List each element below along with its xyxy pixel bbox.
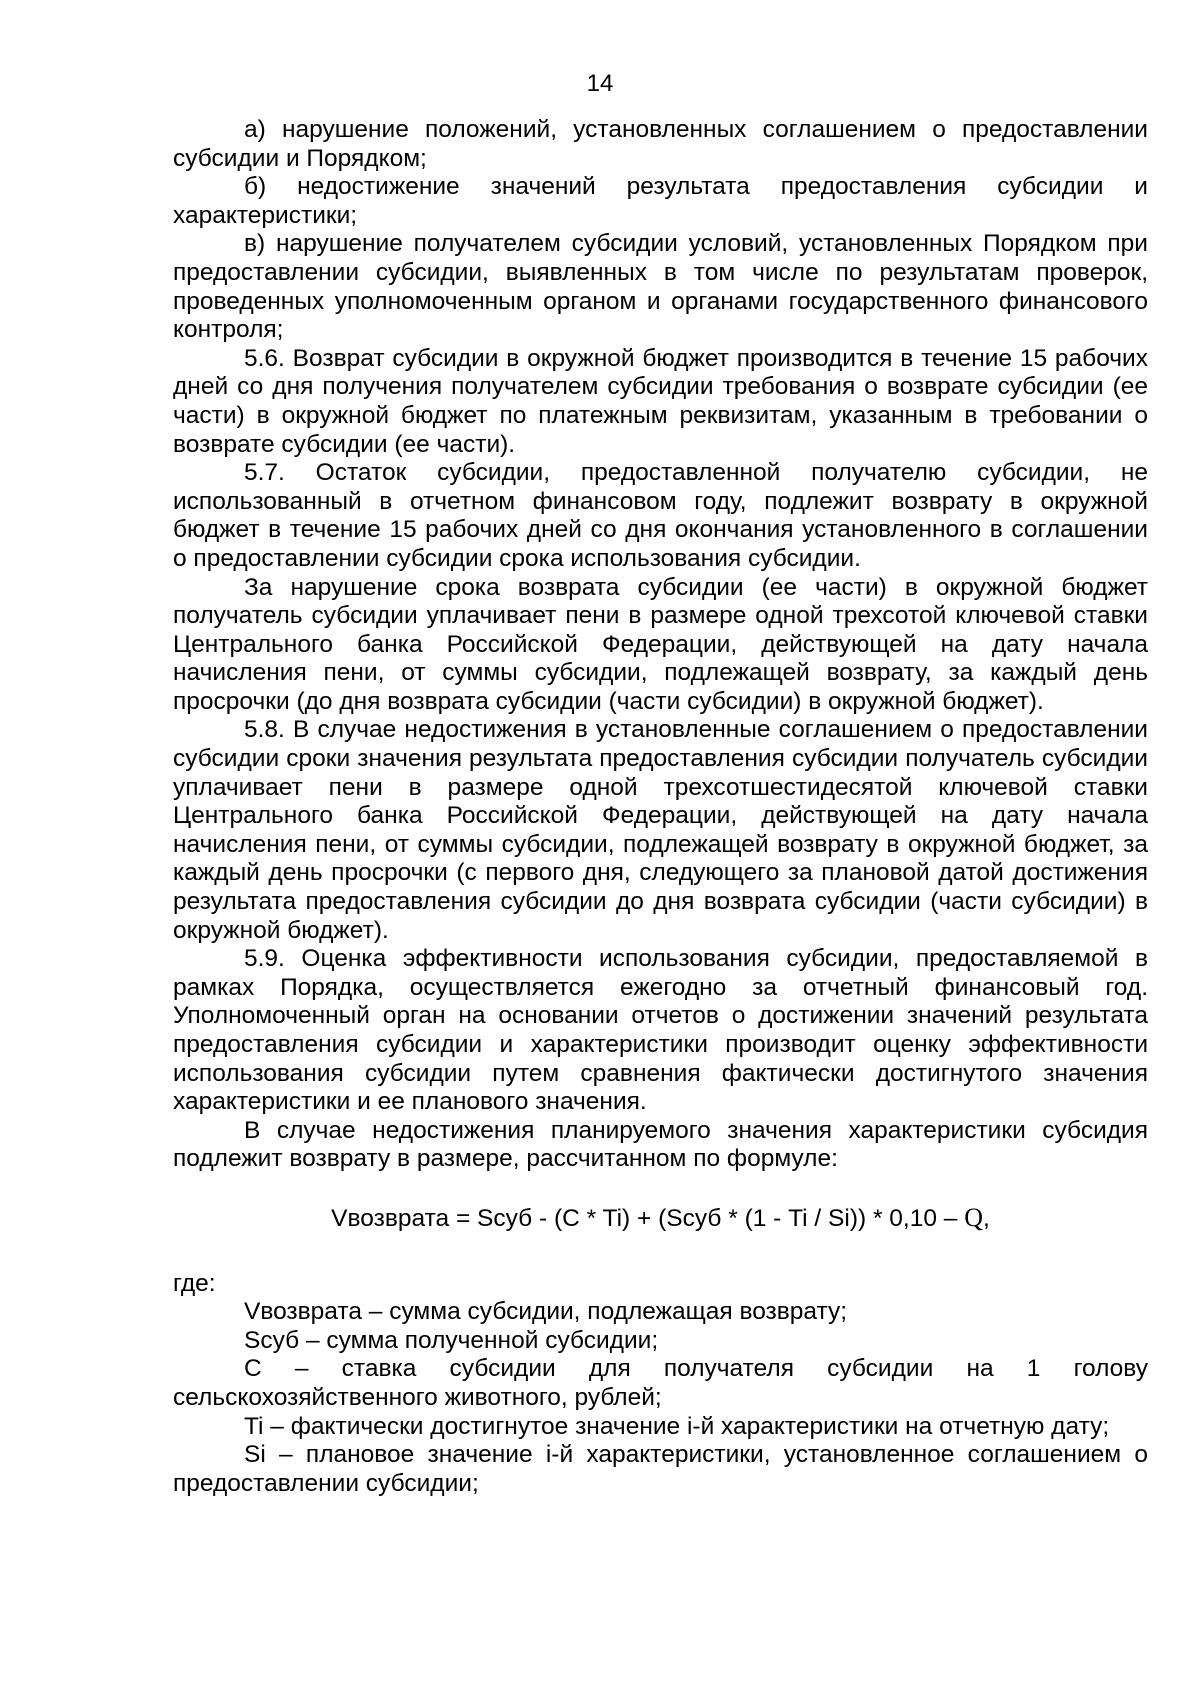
formula bbox=[173, 1204, 1148, 1234]
definition-ti: Ti – фактически достигнутое значение i-й характеристики на отчетную дату; bbox=[244, 1412, 1110, 1440]
page-number: 14 bbox=[586, 70, 614, 97]
where-label: где: bbox=[173, 1269, 216, 1297]
paragraph-a: а) нарушение положений, установленных соглашением о предоставлении субсидии и Порядком; bbox=[173, 116, 1148, 172]
definition-v: Vвозврата – сумма субсидии, подлежащая возврату; bbox=[244, 1298, 848, 1326]
paragraph-5-7: 5.7. Остаток субсидии, предоставленной получателю субсидии, не использованный в отчетном финансовом году, подлежит возврату в окружной бюджет в течение 15 рабочих дней со дня окончания установленного в соглашении о предоставлении субсидии срока использования субсидии. bbox=[173, 459, 1148, 572]
paragraph-b: б) недостижение значений результата предоставления субсидии и характеристики; bbox=[173, 173, 1148, 229]
paragraph-c: в) нарушение получателем субсидии условий, установленных Порядком при предоставлении субсидии, выявленных в том числе по результатам проверок, проведенных уполномоченным органом и органами государственного финансового контроля; bbox=[173, 230, 1148, 344]
paragraph-penalty-deadline: За нарушение срока возврата субсидии (ее части) в окружной бюджет получатель субсидии уплачивает пени в размере одной трехсотой ключевой ставки Центрального банка Российской Федерации, действующей на дату начала начисления пени, от суммы субсидии, подлежащей возврату, за каждый день просрочки (до дня возврата субсидии (части субсидии) в окружной бюджет). bbox=[173, 573, 1148, 715]
formula-main: Vвозврата = Sсуб - (C * Ti) + (Sсуб * (1 - Ti / Si)) * 0,10 – bbox=[331, 1204, 965, 1232]
paragraph-5-6: 5.6. Возврат субсидии в окружной бюджет производится в течение 15 рабочих дней со дня получения получателем субсидии требования о возврате субсидии (ее части) в окружной бюджет по платежным реквизитам, указанным в требовании о возврате субсидии (ее части). bbox=[173, 344, 1148, 458]
formula-q: Q bbox=[964, 1202, 984, 1232]
document-body bbox=[173, 116, 1148, 1498]
definition-c: C – ставка субсидии для получателя субсидии на 1 голову сельскохозяйственного животного, рублей; bbox=[173, 1355, 1148, 1411]
paragraph-5-9: 5.9. Оценка эффективности использования субсидии, предоставляемой в рамках Порядка, осуществляется ежегодно за отчетный финансовый год. Уполномоченный орган на основании отчетов о достижении значений результата предоставления субсидии и характеристики производит оценку эффективности использования субсидии путем сравнения фактически достигнутого значения характеристики и ее планового значения. bbox=[173, 945, 1148, 1116]
definition-si: Si – плановое значение i-й характеристики, установленное соглашением о предоставлении субсидии; bbox=[173, 1441, 1148, 1497]
paragraph-5-8: 5.8. В случае недостижения в установленные соглашением о предоставлении субсидии сроки значения результата предоставления субсидии получатель субсидии уплачивает пени в размере одной трехсотшестидесятой ключевой ставки Центрального банка Российской Федерации, действующей на дату начала начисления пени, от суммы субсидии, подлежащей возврату в окружной бюджет, за каждый день просрочки (с первого дня, следующего за плановой датой достижения результата предоставления субсидии до дня возврата субсидии (части субсидии) в окружной бюджет). bbox=[173, 716, 1148, 944]
formula-end: , bbox=[983, 1204, 990, 1232]
paragraph-formula-intro: В случае недостижения планируемого значения характеристики субсидия подлежит возврату в размере, рассчитанном по формуле: bbox=[173, 1116, 1148, 1173]
definition-s: Sсуб – сумма полученной субсидии; bbox=[244, 1326, 659, 1354]
